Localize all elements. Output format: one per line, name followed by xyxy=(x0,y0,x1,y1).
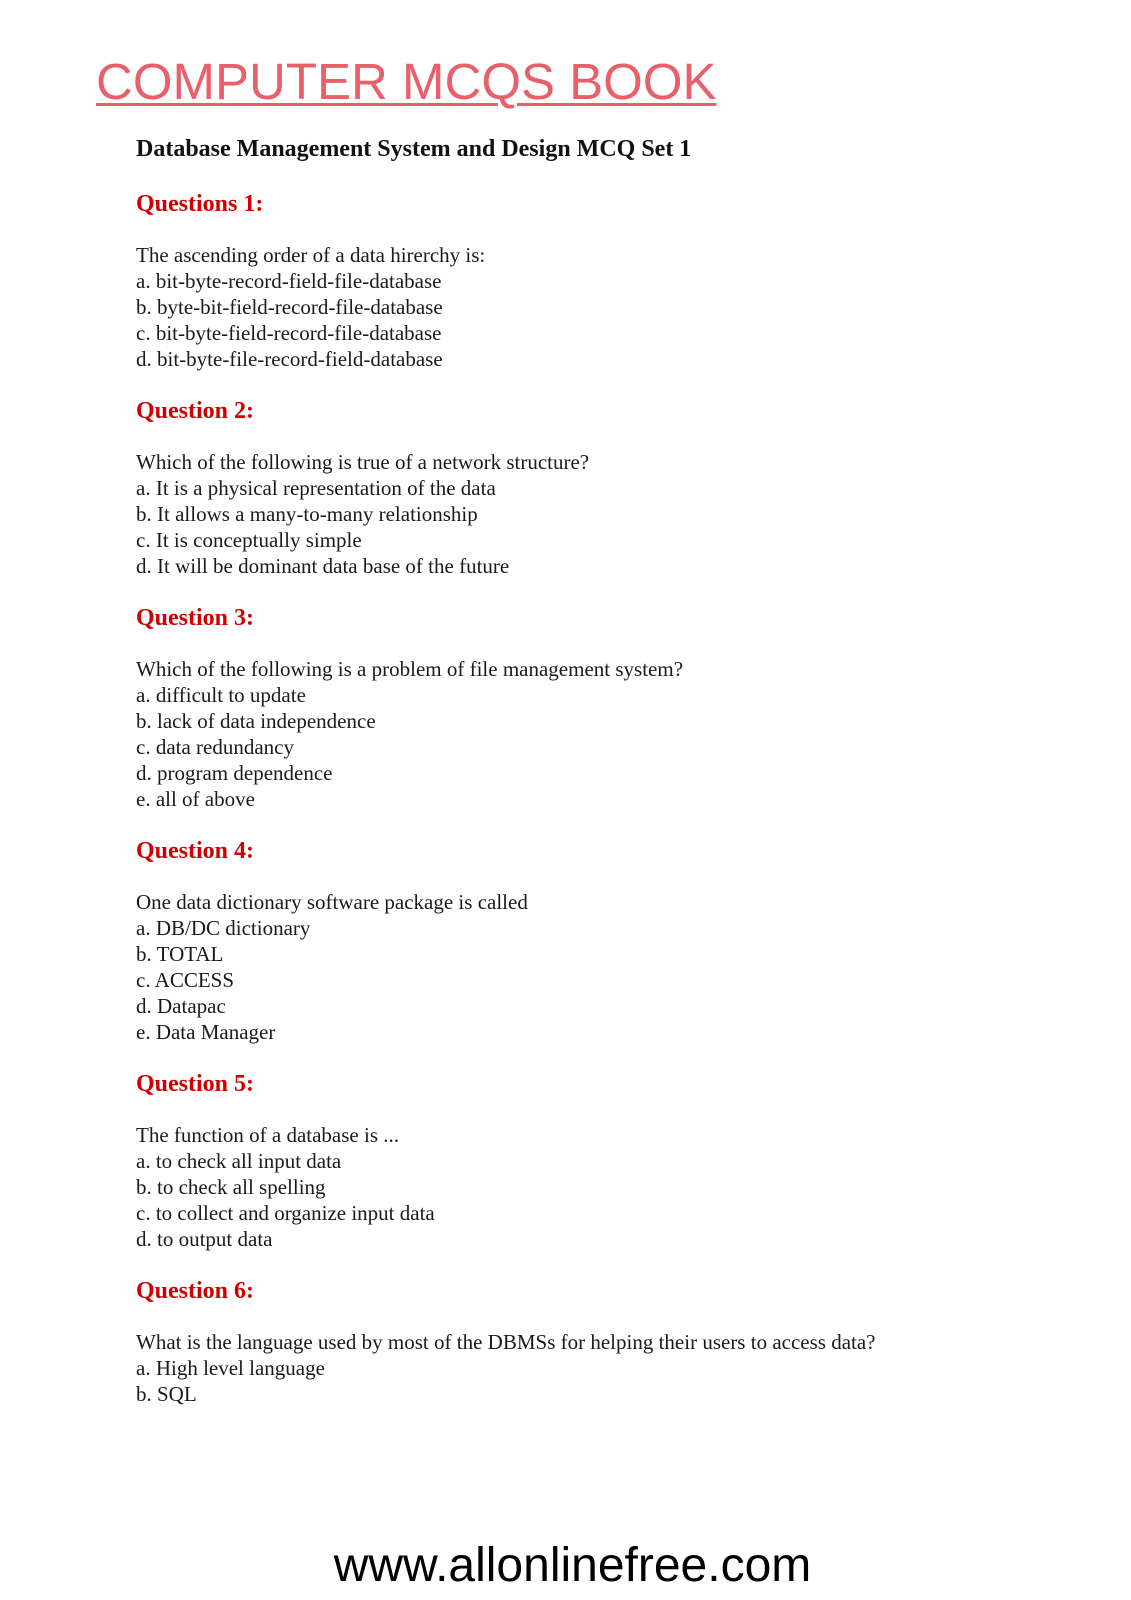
answer-option: e. Data Manager xyxy=(136,1020,276,1044)
answer-option: a. bit-byte-record-field-file-database xyxy=(136,269,442,293)
answer-option: c. ACCESS xyxy=(136,968,235,992)
answer-option: c. to collect and organize input data xyxy=(136,1201,435,1225)
answer-option: b. TOTAL xyxy=(136,942,224,966)
answer-option: d. It will be dominant data base of the future xyxy=(136,554,510,578)
answer-option: a. DB/DC dictionary xyxy=(136,916,311,940)
question-1 xyxy=(136,190,1096,372)
answer-option: b. byte-bit-field-record-file-database xyxy=(136,295,443,319)
answer-option: a. High level language xyxy=(136,1356,325,1380)
answer-option: d. bit-byte-file-record-field-database xyxy=(136,347,443,371)
question-4 xyxy=(136,837,1096,1045)
question-6 xyxy=(136,1277,1096,1407)
answer-option: d. program dependence xyxy=(136,761,333,785)
answer-option: b. lack of data independence xyxy=(136,709,376,733)
question-heading: Question 3: xyxy=(136,605,255,631)
footer-website-url: www.allonlinefree.com xyxy=(333,1539,812,1592)
question-text: One data dictionary software package is called xyxy=(136,890,528,914)
question-text: Which of the following is true of a network structure? xyxy=(136,450,590,474)
question-heading: Question 2: xyxy=(136,398,255,424)
question-heading: Question 5: xyxy=(136,1071,255,1097)
header-banner: COMPUTER MCQS BOOK xyxy=(96,53,717,110)
answer-option: d. to output data xyxy=(136,1227,273,1251)
answer-option: a. difficult to update xyxy=(136,683,306,707)
answer-option: b. to check all spelling xyxy=(136,1175,326,1199)
question-2 xyxy=(136,397,1096,579)
answer-option: d. Datapac xyxy=(136,994,226,1018)
question-heading: Question 6: xyxy=(136,1278,255,1304)
question-3 xyxy=(136,604,1096,812)
question-text: The ascending order of a data hirerchy is: xyxy=(136,243,486,267)
question-heading: Questions 1: xyxy=(136,191,264,217)
answer-option: b. It allows a many-to-many relationship xyxy=(136,502,478,526)
answer-option: c. data redundancy xyxy=(136,735,295,759)
answer-option: a. to check all input data xyxy=(136,1149,342,1173)
question-heading: Question 4: xyxy=(136,838,255,864)
document-title: Database Management System and Design MCQ Set 1 xyxy=(136,136,692,162)
question-text: The function of a database is ... xyxy=(136,1123,399,1147)
question-list xyxy=(136,190,1096,1432)
question-text: What is the language used by most of the DBMSs for helping their users to access data? xyxy=(136,1330,876,1354)
answer-option: e. all of above xyxy=(136,787,255,811)
answer-option: a. It is a physical representation of the data xyxy=(136,476,496,500)
question-5 xyxy=(136,1070,1096,1252)
answer-option: c. bit-byte-field-record-file-database xyxy=(136,321,442,345)
answer-option: c. It is conceptually simple xyxy=(136,528,362,552)
answer-option: b. SQL xyxy=(136,1382,197,1406)
question-text: Which of the following is a problem of file management system? xyxy=(136,657,684,681)
